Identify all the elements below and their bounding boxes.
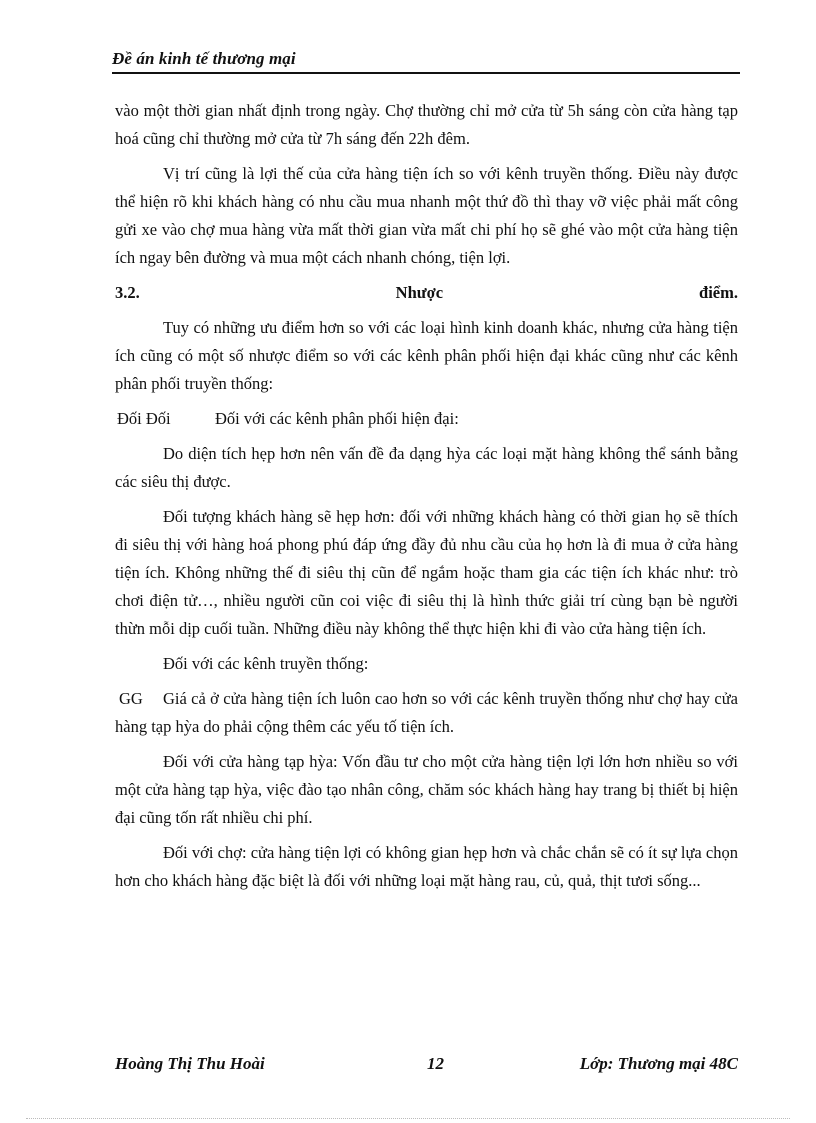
paragraph: Đối với cửa hàng tạp hỳa: Vốn đầu tư cho một cửa hàng tiện lợi lớn hơn nhiều so với một cửa hàng tạp hỳa, việc đào tạo nhân công, chăm sóc khách hàng hay trang bị thiết bị hiện đại cũng tốn rất nhiều chi phí. — [115, 752, 738, 827]
paragraph: vào một thời gian nhất định trong ngày. Chợ thường chỉ mở cửa từ 5h sáng còn cửa hàng tạp hoá cũng chỉ thường mở cửa từ 7h sáng đến 22h đêm. — [115, 101, 738, 148]
section-title: Nhược — [395, 283, 444, 302]
bullet-marker: GG — [119, 689, 143, 708]
bullet-paragraph — [115, 685, 738, 741]
page-header — [112, 48, 740, 74]
page-footer — [115, 1054, 738, 1080]
section-heading — [115, 279, 738, 307]
page-bottom-divider — [26, 1118, 790, 1119]
footer-author: Hoàng Thị Thu Hoài — [115, 1054, 265, 1073]
bullet-item — [115, 405, 738, 433]
section-title-end: điểm. — [699, 283, 738, 302]
bullet-item — [115, 685, 738, 741]
section-number: 3.2. — [115, 283, 140, 302]
subheading: Đối với các kênh truyền thống: — [163, 654, 369, 673]
paragraph: Vị trí cũng là lợi thế của cửa hàng tiện ích so với kênh truyền thống. Điều này được thể hiện rõ khi khách hàng có nhu cầu mua nhanh một thứ đồ thì thay vỡ việc phải mất công gửi xe vào chợ mua hàng vừa mất thời gian vừa mất chi phí họ sẽ ghé vào một cửa hàng tiện ích ngay bên đường và mua một cách nhanh chóng, tiện lợi. — [115, 164, 738, 267]
header-title: Đề án kinh tế thương mại — [112, 49, 296, 68]
bullet-text: Đối với các kênh phân phối hiện đại: — [215, 409, 459, 428]
paragraph: Đối tượng khách hàng sẽ hẹp hơn: đối với những khách hàng có thời gian họ sẽ thích đi siêu thị với hàng hoá phong phú đáp ứng đầy đủ nhu cầu của họ hơn là đi mua ở cửa hàng tiện ích. Không những thế đi siêu thị cũn để ngắm hoặc tham gia các tiện ích khác như: trò chơi điện tử…, nhiều người cũn coi việc đi siêu thị là hình thức giải trí cùng bạn bè người thừn mỗi dịp cuối tuần. Những điều này không thể thực hiện khi đi vào cửa hàng tiện ích. — [115, 507, 738, 638]
paragraph: Tuy có những ưu điểm hơn so với các loại hình kinh doanh khác, nhưng cửa hàng tiện ích cũng có một số nhược điểm so với các kênh phân phối hiện đại khác cũng như các kênh phân phối truyền thống: — [115, 318, 738, 393]
bullet-marker: Đối Đối — [117, 409, 171, 428]
paragraph: Đối với chợ: cửa hàng tiện lợi có không gian hẹp hơn và chắc chắn sẽ có ít sự lựa chọn hơn cho khách hàng đặc biệt là đối với những loại mặt hàng rau, củ, quả, thịt tươi sống... — [115, 843, 738, 890]
bullet-text: Giá cả ở cửa hàng tiện ích luôn cao hơn so với các kênh truyền thống như chợ hay cửa hàng tạp hỳa do phải cộng thêm các yếu tố tiện ích. — [115, 689, 738, 736]
paragraph: Do diện tích hẹp hơn nên vấn đề đa dạng hỳa các loại mặt hàng không thể sánh bằng các siêu thị được. — [115, 444, 738, 491]
page-number: 12 — [427, 1054, 444, 1073]
document-body — [115, 97, 738, 902]
footer-class: Lớp: Thương mại 48C — [579, 1054, 738, 1073]
